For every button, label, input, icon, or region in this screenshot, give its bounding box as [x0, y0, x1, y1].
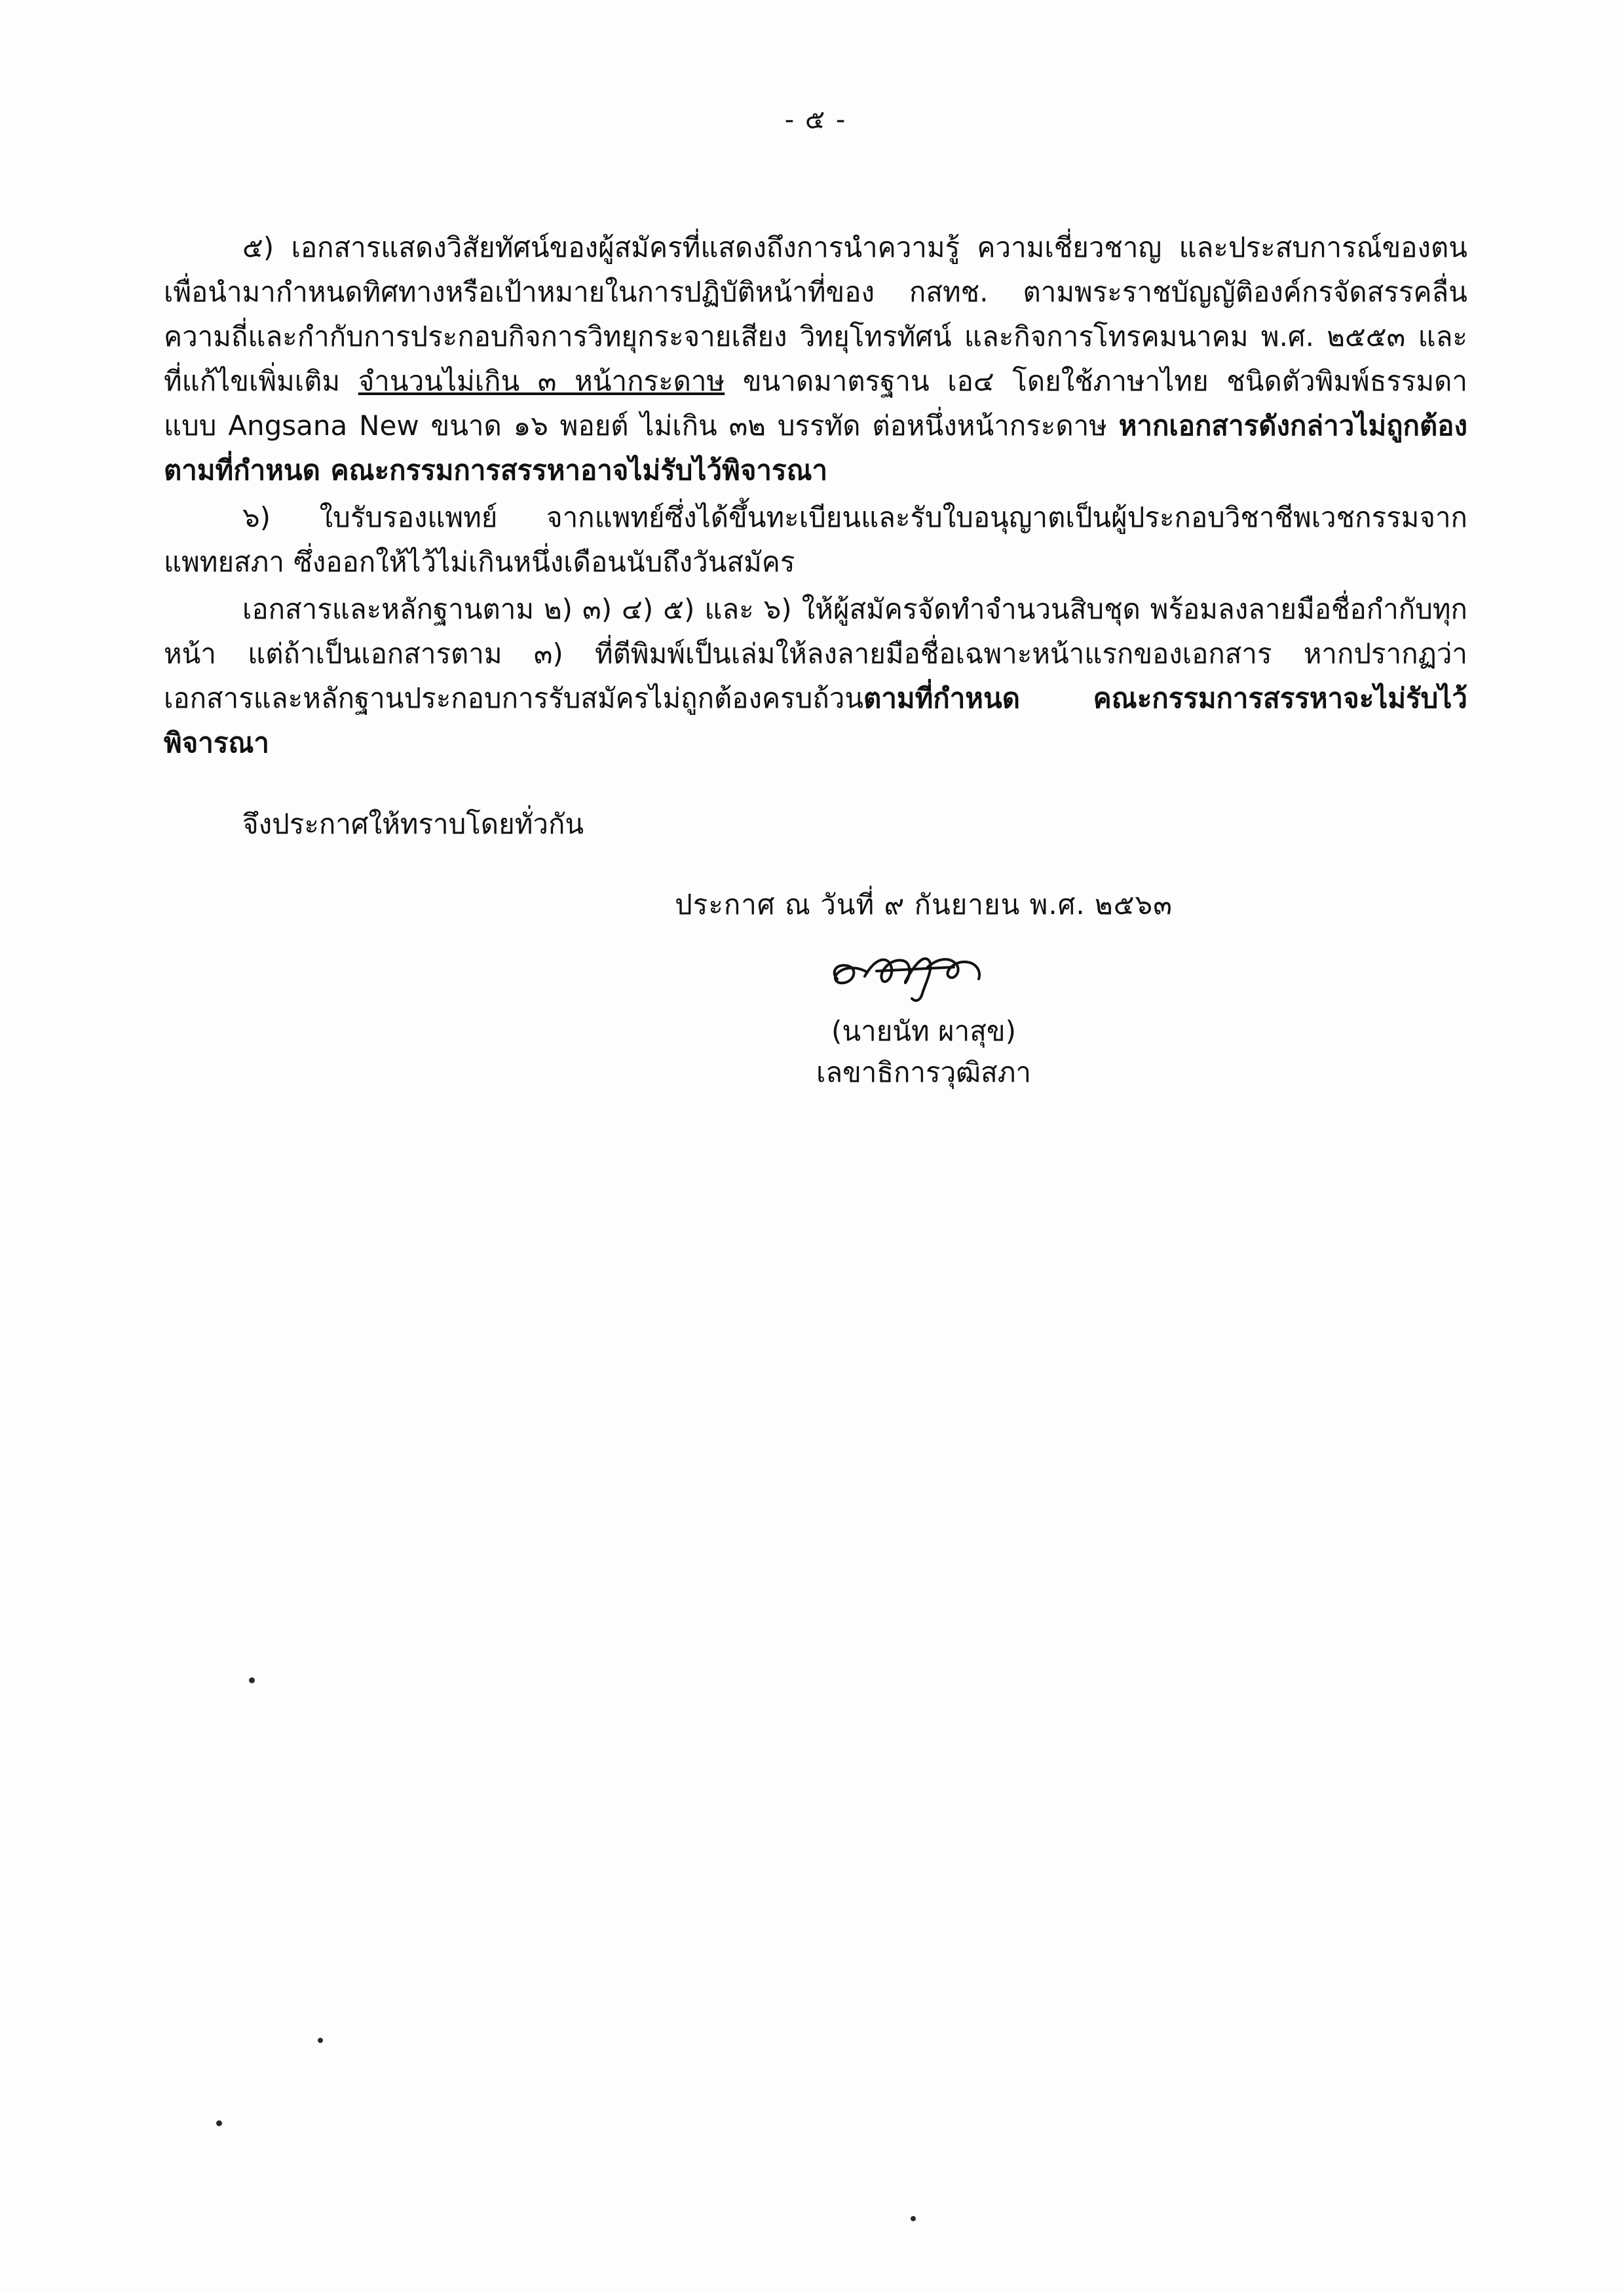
signature-block	[164, 938, 1467, 1093]
dateline: ประกาศ ณ วันที่ ๙ กันยายน พ.ศ. ๒๕๖๓	[675, 888, 1173, 921]
run-text: ๖) ใบรับรองแพทย์ จากแพทย์ซึ่งได้ขึ้นทะเบียนและรับใบอนุญาตเป็นผู้ประกอบวิชาชีพเวชกรรมจากแพทยสภา ซึ่งออกให้ไว้ไม่เกินหนึ่งเดือนนับถึงวันสมัคร	[164, 501, 1467, 579]
paragraph-item-5	[164, 225, 1467, 493]
run-text: เอกสารและหลักฐานตาม ๒) ๓) ๔) ๕) และ ๖) ให้ผู้สมัครจัดทำจำนวนสิบชุด พร้อมลงลายมือชื่อกำกับทุกหน้า แต่ถ้าเป็นเอกสารตาม ๓) ที่ตีพิมพ์เป็นเล่มให้ลงลายมือชื่อเฉพาะหน้าแรกของเอกสาร หากปรากฏว่าเอกสารและหลักฐานประกอบการรับสมัครไม่ถูกต้องครบถ้วน	[164, 593, 1467, 715]
page-number: - ๕ -	[784, 105, 847, 135]
paragraph-item-6	[164, 495, 1467, 584]
run-text: ๕) เอกสารแสดงวิสัยทัศน์ของผู้สมัครที่แสดงถึงการนำความรู้ ความเชี่ยวชาญ และประสบการณ์ของตนเพื่อนำมากำหนดทิศทางหรือเป้าหมายในการปฏิบัติหน้าที่ของ กสทช. ตามพระราชบัญญัติองค์กรจัดสรรคลื่นความถี่และกำกับการประกอบกิจการวิทยุกระจายเสียง วิทยุโทรทัศน์ และกิจการโทรคมนาคม พ.ศ. ๒๕๕๓ และที่แก้ไขเพิ่มเติม	[164, 231, 1467, 398]
signatory-position: เลขาธิการวุฒิสภา	[816, 1056, 1032, 1089]
signature-image	[380, 938, 1467, 1010]
run-underline: จำนวนไม่เกิน ๓ หน้ากระดาษ	[358, 365, 725, 398]
closing-line: จึงประกาศให้ทราบโดยทั่วกัน	[242, 808, 584, 841]
run-bold: หากเอกสารดังกล่าวไม่ถูกต้องตามที่กำหนด คณะกรรมการสรรหาอาจไม่รับไว้พิจารณา	[164, 410, 1467, 487]
signatory-name: (นายนัท ผาสุข)	[831, 1015, 1016, 1048]
paragraph-summary	[164, 587, 1467, 765]
run-bold: ตามที่กำหนด คณะกรรมการสรรหาจะไม่รับไว้พิจารณา	[164, 682, 1467, 759]
document-content	[164, 98, 1467, 1093]
run-text: ขนาดมาตรฐาน เอ๔ โดยใช้ภาษาไทย ชนิดตัวพิมพ์ธรรมดา แบบ Angsana New ขนาด ๑๖ พอยต์ ไม่เกิน ๓๒ บรรทัด ต่อหนึ่งหน้ากระดาษ	[164, 365, 1467, 442]
